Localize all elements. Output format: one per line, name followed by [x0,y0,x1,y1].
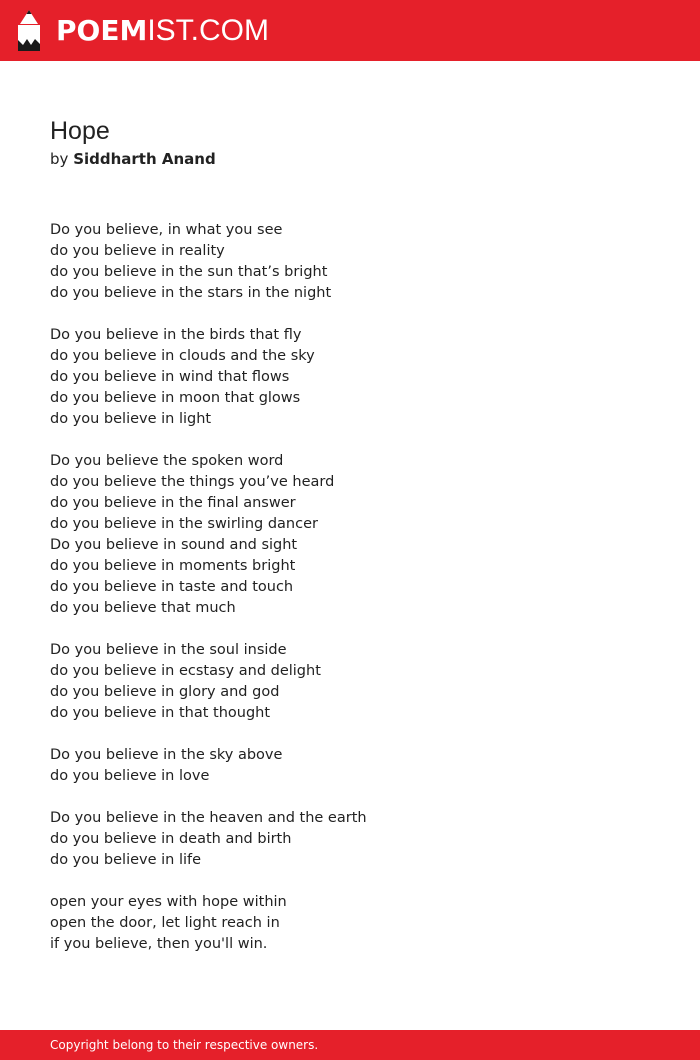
poem-line: do you believe in the stars in the night [50,285,332,301]
stanza [50,640,650,724]
stanza [50,892,650,955]
poem-line: do you believe in ecstasy and delight [50,663,321,679]
poem-line: do you believe in love [50,768,210,784]
poem-content [50,115,650,976]
poem-line: do you believe in life [50,852,202,868]
poem-body [50,220,650,955]
poem-line: do you believe in taste and touch [50,579,294,595]
poem-line: if you believe, then you'll win. [50,936,268,952]
poem-line: open the door, let light reach in [50,915,280,931]
poem-line: do you believe in light [50,411,212,427]
site-header [0,0,700,61]
poem-line: open your eyes with hope within [50,894,287,910]
poem-line: do you believe in the final answer [50,495,296,511]
byline [50,149,650,169]
site-logo-link[interactable] [16,9,269,53]
poem-line: do you believe in reality [50,243,225,259]
stanza [50,808,650,871]
pencil-icon [16,10,42,52]
by-label: by [50,150,69,168]
poem-line: Do you believe the spoken word [50,453,284,469]
poem-line: do you believe in the swirling dancer [50,516,318,532]
poem-line: do you believe in moon that glows [50,390,301,406]
poem-line: Do you believe in sound and sight [50,537,298,553]
stanza [50,451,650,619]
poem-line: Do you believe in the birds that fly [50,327,302,343]
poem-line: Do you believe in the sky above [50,747,283,763]
poem-line: do you believe in moments bright [50,558,296,574]
stanza [50,745,650,787]
poem-line: Do you believe, in what you see [50,222,283,238]
poem-title: Hope [50,117,110,145]
poem-line: do you believe in death and birth [50,831,292,847]
poem-line: do you believe in the sun that’s bright [50,264,328,280]
stanza [50,325,650,430]
poem-line: do you believe that much [50,600,236,616]
poem-line: Do you believe in the soul inside [50,642,287,658]
brand-light-text: IST.COM [147,14,269,47]
poem-line: do you believe in that thought [50,705,271,721]
site-footer [0,1030,700,1060]
brand-bold-text: POEM [56,14,148,47]
poem-line: do you believe in clouds and the sky [50,348,315,364]
author-name: Siddharth Anand [73,150,216,168]
poem-line: do you believe in wind that flows [50,369,290,385]
poem-line: Do you believe in the heaven and the earth [50,810,367,826]
copyright-notice: Copyright belong to their respective owners. [50,1038,319,1052]
poem-line: do you believe the things you’ve heard [50,474,335,490]
stanza [50,220,650,304]
poem-line: do you believe in glory and god [50,684,280,700]
site-brand [56,9,269,53]
